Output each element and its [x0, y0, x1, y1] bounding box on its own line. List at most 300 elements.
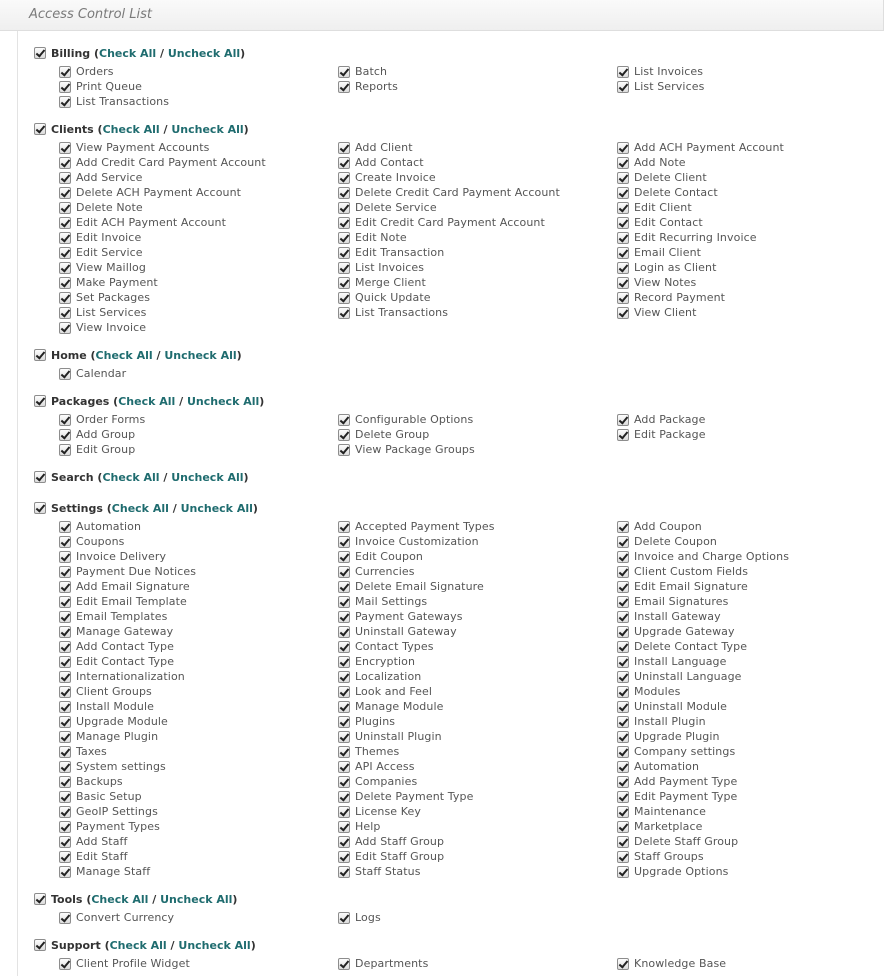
permission-item[interactable]	[59, 565, 196, 578]
permission-checkbox[interactable]	[617, 821, 629, 833]
permission-checkbox[interactable]	[59, 566, 71, 578]
permission-checkbox[interactable]	[617, 521, 629, 533]
permission-checkbox[interactable]	[338, 958, 350, 970]
permission-item[interactable]	[617, 186, 718, 199]
permission-item[interactable]	[338, 820, 380, 833]
permission-checkbox[interactable]	[617, 172, 629, 184]
permission-item[interactable]	[59, 595, 187, 608]
permission-checkbox[interactable]	[617, 232, 629, 244]
permission-item[interactable]	[338, 156, 424, 169]
permission-item[interactable]	[338, 141, 413, 154]
permission-item[interactable]	[59, 171, 143, 184]
permission-checkbox[interactable]	[59, 656, 71, 668]
permission-checkbox[interactable]	[59, 307, 71, 319]
permission-item[interactable]	[59, 276, 158, 289]
permission-item[interactable]	[59, 186, 241, 199]
permission-item[interactable]	[338, 231, 407, 244]
permission-label: Delete Note	[76, 201, 143, 214]
permission-checkbox[interactable]	[617, 596, 629, 608]
permission-checkbox[interactable]	[338, 731, 350, 743]
permission-item[interactable]	[59, 550, 166, 563]
permission-label: Automation	[76, 520, 142, 533]
permission-item[interactable]	[617, 790, 737, 803]
permission-checkbox[interactable]	[617, 806, 629, 818]
permission-item[interactable]	[617, 231, 757, 244]
permission-checkbox[interactable]	[59, 776, 71, 788]
check-all-link[interactable]: Check All	[95, 348, 153, 362]
permission-checkbox[interactable]	[617, 761, 629, 773]
permission-checkbox[interactable]	[59, 81, 71, 93]
permission-checkbox[interactable]	[617, 626, 629, 638]
permission-checkbox[interactable]	[338, 247, 350, 259]
permission-checkbox[interactable]	[59, 157, 71, 169]
permission-checkbox[interactable]	[59, 172, 71, 184]
uncheck-all-link[interactable]: Uncheck All	[178, 938, 251, 952]
permission-checkbox[interactable]	[338, 851, 350, 863]
permission-checkbox[interactable]	[617, 262, 629, 274]
permission-checkbox[interactable]	[59, 262, 71, 274]
permission-item[interactable]	[617, 865, 728, 878]
permission-label: Companies	[355, 775, 418, 788]
permission-item[interactable]	[59, 535, 125, 548]
permission-item[interactable]	[338, 730, 442, 743]
permission-checkbox[interactable]	[338, 521, 350, 533]
permission-checkbox[interactable]	[338, 444, 350, 456]
permission-checkbox[interactable]	[59, 806, 71, 818]
permission-checkbox[interactable]	[617, 731, 629, 743]
permission-checkbox[interactable]	[59, 66, 71, 78]
permission-item[interactable]	[338, 443, 475, 456]
permission-checkbox[interactable]	[59, 277, 71, 289]
permission-item[interactable]	[59, 321, 146, 334]
permission-checkbox[interactable]	[338, 232, 350, 244]
permission-checkbox[interactable]	[338, 429, 350, 441]
permission-checkbox[interactable]	[617, 958, 629, 970]
permission-label: Edit Email Template	[76, 595, 187, 608]
permission-checkbox[interactable]	[59, 641, 71, 653]
permission-item[interactable]	[59, 367, 126, 380]
permission-checkbox[interactable]	[338, 142, 350, 154]
permission-item[interactable]	[617, 201, 692, 214]
permission-item[interactable]	[617, 835, 738, 848]
permission-item[interactable]	[59, 246, 143, 259]
permission-item[interactable]	[617, 413, 706, 426]
permission-item[interactable]	[59, 865, 150, 878]
permission-checkbox[interactable]	[617, 202, 629, 214]
permission-item[interactable]	[338, 595, 427, 608]
permission-checkbox[interactable]	[338, 626, 350, 638]
permission-checkbox[interactable]	[338, 307, 350, 319]
permission-item[interactable]	[617, 595, 728, 608]
permission-item[interactable]	[617, 850, 704, 863]
section-checkbox-support[interactable]	[34, 939, 46, 951]
permission-label: Payment Due Notices	[76, 565, 197, 578]
permission-checkbox[interactable]	[338, 187, 350, 199]
uncheck-all-link[interactable]: Uncheck All	[186, 394, 260, 408]
permission-item[interactable]	[338, 413, 473, 426]
check-all-link[interactable]: Check All	[102, 122, 160, 136]
permission-item[interactable]	[59, 80, 142, 93]
permission-checkbox[interactable]	[59, 292, 71, 304]
permission-checkbox[interactable]	[617, 866, 629, 878]
permission-label: Add Note	[634, 156, 686, 169]
permission-item[interactable]	[59, 957, 190, 970]
permission-item[interactable]	[338, 171, 436, 184]
permission-checkbox[interactable]	[338, 262, 350, 274]
permission-item[interactable]	[59, 730, 158, 743]
permission-item[interactable]	[617, 805, 706, 818]
permission-checkbox[interactable]	[59, 671, 71, 683]
permission-checkbox[interactable]	[617, 566, 629, 578]
permission-checkbox[interactable]	[59, 444, 71, 456]
permission-item[interactable]	[617, 565, 748, 578]
permission-checkbox[interactable]	[59, 368, 71, 380]
permission-checkbox[interactable]	[59, 791, 71, 803]
permission-checkbox[interactable]	[617, 414, 629, 426]
permission-checkbox[interactable]	[338, 761, 350, 773]
permission-item[interactable]	[338, 520, 495, 533]
permission-item[interactable]	[338, 745, 399, 758]
permission-item[interactable]	[617, 246, 701, 259]
permission-item[interactable]	[338, 201, 437, 214]
permission-checkbox[interactable]	[617, 686, 629, 698]
permission-item[interactable]	[338, 580, 484, 593]
permission-item[interactable]	[338, 850, 444, 863]
permission-checkbox[interactable]	[59, 686, 71, 698]
permission-checkbox[interactable]	[59, 536, 71, 548]
permission-checkbox[interactable]	[59, 958, 71, 970]
permission-item[interactable]	[617, 216, 703, 229]
permission-checkbox[interactable]	[338, 292, 350, 304]
permission-checkbox[interactable]	[617, 551, 629, 563]
permission-item[interactable]	[59, 65, 114, 78]
permission-item[interactable]	[338, 610, 463, 623]
permission-item[interactable]	[617, 65, 703, 78]
permission-checkbox[interactable]	[338, 686, 350, 698]
check-all-link[interactable]: Check All	[118, 394, 176, 408]
permission-item[interactable]	[338, 65, 387, 78]
permission-label: Manage Plugin	[76, 730, 159, 743]
permission-checkbox[interactable]	[338, 821, 350, 833]
permission-checkbox[interactable]	[617, 292, 629, 304]
check-all-link[interactable]: Check All	[99, 46, 157, 60]
permission-item[interactable]	[59, 201, 143, 214]
permission-item[interactable]	[338, 80, 398, 93]
permission-item[interactable]	[59, 745, 107, 758]
permission-item[interactable]	[59, 291, 150, 304]
permission-item[interactable]	[338, 306, 448, 319]
permission-checkbox[interactable]	[338, 566, 350, 578]
permission-item[interactable]	[617, 957, 726, 970]
permission-item[interactable]	[617, 306, 697, 319]
permission-checkbox[interactable]	[59, 142, 71, 154]
permission-item[interactable]	[617, 775, 737, 788]
section-checkbox-tools[interactable]	[34, 893, 46, 905]
permission-item[interactable]	[338, 790, 473, 803]
section-checkbox-settings[interactable]	[34, 502, 46, 514]
permission-item[interactable]	[338, 261, 424, 274]
permission-checkbox[interactable]	[59, 626, 71, 638]
permission-label: Add Group	[76, 428, 136, 441]
permission-checkbox[interactable]	[59, 322, 71, 334]
permission-checkbox[interactable]	[59, 731, 71, 743]
permission-item[interactable]	[59, 790, 142, 803]
permission-item[interactable]	[59, 610, 167, 623]
permission-item[interactable]	[338, 216, 545, 229]
permission-label: Reports	[355, 80, 398, 93]
permission-item[interactable]	[617, 640, 747, 653]
permission-checkbox[interactable]	[59, 836, 71, 848]
permission-item[interactable]	[338, 550, 423, 563]
permission-checkbox[interactable]	[59, 521, 71, 533]
permission-checkbox[interactable]	[59, 414, 71, 426]
check-all-link[interactable]: Check All	[109, 938, 167, 952]
permission-checkbox[interactable]	[617, 776, 629, 788]
permission-item[interactable]	[338, 700, 444, 713]
permission-checkbox[interactable]	[617, 187, 629, 199]
permission-checkbox[interactable]	[617, 429, 629, 441]
permission-checkbox[interactable]	[338, 791, 350, 803]
permission-item[interactable]	[617, 80, 704, 93]
permission-item[interactable]	[59, 95, 169, 108]
permission-checkbox[interactable]	[617, 671, 629, 683]
permission-item[interactable]	[59, 655, 174, 668]
permission-item[interactable]	[59, 850, 128, 863]
permission-checkbox[interactable]	[338, 581, 350, 593]
permission-item[interactable]	[338, 760, 415, 773]
permission-checkbox[interactable]	[617, 836, 629, 848]
permission-checkbox[interactable]	[59, 232, 71, 244]
permission-item[interactable]	[59, 760, 166, 773]
permission-item[interactable]	[59, 835, 127, 848]
permission-item[interactable]	[617, 670, 742, 683]
permission-checkbox[interactable]	[338, 746, 350, 758]
permission-item[interactable]	[338, 911, 381, 924]
permission-item[interactable]	[617, 610, 721, 623]
permission-item[interactable]	[59, 580, 190, 593]
permission-item[interactable]	[338, 565, 415, 578]
permission-item[interactable]	[338, 685, 432, 698]
permission-item[interactable]	[338, 775, 417, 788]
permission-item[interactable]	[617, 156, 686, 169]
section-title-support: Support (Check All / Uncheck All)	[51, 938, 256, 952]
permission-item[interactable]	[59, 306, 146, 319]
permission-checkbox[interactable]	[59, 716, 71, 728]
permission-item[interactable]	[617, 715, 706, 728]
permission-checkbox[interactable]	[617, 851, 629, 863]
permission-checkbox[interactable]	[338, 806, 350, 818]
permission-checkbox[interactable]	[338, 172, 350, 184]
permission-checkbox[interactable]	[59, 202, 71, 214]
permission-checkbox[interactable]	[338, 157, 350, 169]
permission-item[interactable]	[59, 625, 173, 638]
permission-checkbox[interactable]	[617, 157, 629, 169]
permission-item[interactable]	[617, 291, 725, 304]
permission-item[interactable]	[338, 715, 395, 728]
permission-item[interactable]	[617, 625, 735, 638]
section-checkbox-clients[interactable]	[34, 123, 46, 135]
permission-item[interactable]	[338, 276, 426, 289]
permission-checkbox[interactable]	[338, 656, 350, 668]
section-checkbox-home[interactable]	[34, 349, 46, 361]
check-all-link[interactable]: Check All	[102, 470, 160, 484]
permission-checkbox[interactable]	[59, 96, 71, 108]
permission-item[interactable]	[59, 640, 174, 653]
permission-label: Upgrade Plugin	[634, 730, 720, 743]
section-checkbox-packages[interactable]	[34, 395, 46, 407]
uncheck-all-link[interactable]: Uncheck All	[167, 46, 241, 60]
permission-item[interactable]	[617, 428, 706, 441]
permission-item[interactable]	[59, 141, 210, 154]
permission-checkbox[interactable]	[617, 656, 629, 668]
permission-item[interactable]	[338, 246, 444, 259]
permission-checkbox[interactable]	[338, 716, 350, 728]
permission-checkbox[interactable]	[59, 581, 71, 593]
permission-checkbox[interactable]	[338, 217, 350, 229]
permission-checkbox[interactable]	[59, 746, 71, 758]
permission-label: Batch	[355, 65, 388, 78]
permission-item[interactable]	[338, 625, 457, 638]
permission-item[interactable]	[338, 865, 421, 878]
permission-checkbox[interactable]	[338, 81, 350, 93]
permission-item[interactable]	[59, 820, 160, 833]
permission-checkbox[interactable]	[617, 641, 629, 653]
permission-item[interactable]	[59, 413, 145, 426]
permission-item[interactable]	[617, 760, 699, 773]
permission-checkbox[interactable]	[338, 701, 350, 713]
permission-checkbox[interactable]	[617, 746, 629, 758]
permission-checkbox[interactable]	[338, 277, 350, 289]
permission-checkbox[interactable]	[617, 81, 629, 93]
permission-checkbox[interactable]	[338, 596, 350, 608]
permission-checkbox[interactable]	[338, 551, 350, 563]
permission-item[interactable]	[617, 655, 727, 668]
permission-item[interactable]	[617, 745, 735, 758]
section-checkbox-search[interactable]	[34, 471, 46, 483]
permission-checkbox[interactable]	[338, 866, 350, 878]
permission-item[interactable]	[617, 580, 748, 593]
permission-checkbox[interactable]	[617, 701, 629, 713]
permission-item[interactable]	[59, 443, 135, 456]
permission-checkbox[interactable]	[59, 701, 71, 713]
permission-item[interactable]	[59, 805, 158, 818]
permission-item[interactable]	[617, 141, 784, 154]
permission-item[interactable]	[617, 276, 696, 289]
permission-item[interactable]	[338, 655, 415, 668]
section-checkbox-billing[interactable]	[34, 47, 46, 59]
section-header-search	[34, 470, 249, 484]
uncheck-all-link[interactable]: Uncheck All	[160, 892, 233, 906]
permission-checkbox[interactable]	[338, 66, 350, 78]
permission-item[interactable]	[338, 535, 479, 548]
permission-item[interactable]	[59, 700, 154, 713]
permission-item[interactable]	[338, 640, 434, 653]
permission-item[interactable]	[338, 291, 431, 304]
uncheck-all-link[interactable]: Uncheck All	[171, 122, 244, 136]
permission-checkbox[interactable]	[338, 414, 350, 426]
permission-checkbox[interactable]	[59, 851, 71, 863]
permission-item[interactable]	[59, 670, 185, 683]
permission-checkbox[interactable]	[338, 202, 350, 214]
permission-checkbox[interactable]	[59, 761, 71, 773]
permission-checkbox[interactable]	[59, 912, 71, 924]
permission-item[interactable]	[59, 715, 168, 728]
permission-item[interactable]	[59, 261, 146, 274]
permission-checkbox[interactable]	[338, 611, 350, 623]
permission-item[interactable]	[617, 685, 680, 698]
permission-item[interactable]	[617, 171, 707, 184]
permission-checkbox[interactable]	[59, 821, 71, 833]
permission-checkbox[interactable]	[338, 776, 350, 788]
permission-item[interactable]	[617, 820, 703, 833]
permission-item[interactable]	[617, 535, 717, 548]
permission-checkbox[interactable]	[59, 247, 71, 259]
uncheck-all-link[interactable]: Uncheck All	[180, 501, 253, 515]
permission-checkbox[interactable]	[338, 836, 350, 848]
permission-item[interactable]	[617, 520, 702, 533]
permission-item[interactable]	[59, 156, 266, 169]
permission-checkbox[interactable]	[59, 611, 71, 623]
permission-checkbox[interactable]	[617, 791, 629, 803]
permission-checkbox[interactable]	[617, 611, 629, 623]
permission-item[interactable]	[338, 805, 421, 818]
permission-checkbox[interactable]	[59, 551, 71, 563]
permission-item[interactable]	[59, 911, 174, 924]
permission-checkbox[interactable]	[617, 307, 629, 319]
permission-item[interactable]	[338, 835, 444, 848]
permission-checkbox[interactable]	[59, 429, 71, 441]
permission-checkbox[interactable]	[338, 912, 350, 924]
permission-label: Calendar	[76, 367, 127, 380]
uncheck-all-link[interactable]: Uncheck All	[171, 470, 244, 484]
permission-checkbox[interactable]	[338, 641, 350, 653]
permission-checkbox[interactable]	[617, 142, 629, 154]
permission-checkbox[interactable]	[617, 277, 629, 289]
section-header-clients	[34, 122, 249, 136]
permission-item[interactable]	[617, 550, 789, 563]
permission-checkbox[interactable]	[338, 536, 350, 548]
permission-item[interactable]	[338, 670, 421, 683]
permission-item[interactable]	[59, 231, 141, 244]
permission-checkbox[interactable]	[617, 716, 629, 728]
permission-checkbox[interactable]	[59, 866, 71, 878]
permission-item[interactable]	[338, 957, 428, 970]
permission-item[interactable]	[59, 520, 141, 533]
permission-checkbox[interactable]	[338, 671, 350, 683]
permission-item[interactable]	[59, 428, 135, 441]
permission-checkbox[interactable]	[59, 596, 71, 608]
permission-item[interactable]	[59, 216, 226, 229]
permission-item[interactable]	[617, 261, 717, 274]
permission-item[interactable]	[59, 685, 152, 698]
permission-item[interactable]	[338, 428, 429, 441]
check-all-link[interactable]: Check All	[91, 892, 149, 906]
permission-item[interactable]	[617, 730, 720, 743]
permission-checkbox[interactable]	[617, 247, 629, 259]
permission-checkbox[interactable]	[59, 187, 71, 199]
permission-checkbox[interactable]	[617, 66, 629, 78]
permission-checkbox[interactable]	[617, 217, 629, 229]
check-all-link[interactable]: Check All	[111, 501, 169, 515]
permission-item[interactable]	[59, 775, 123, 788]
permission-checkbox[interactable]	[59, 217, 71, 229]
permission-item[interactable]	[617, 700, 727, 713]
permission-label: Login as Client	[634, 261, 717, 274]
permission-checkbox[interactable]	[617, 581, 629, 593]
permission-checkbox[interactable]	[617, 536, 629, 548]
uncheck-all-link[interactable]: Uncheck All	[164, 348, 237, 362]
permission-item[interactable]	[338, 186, 560, 199]
